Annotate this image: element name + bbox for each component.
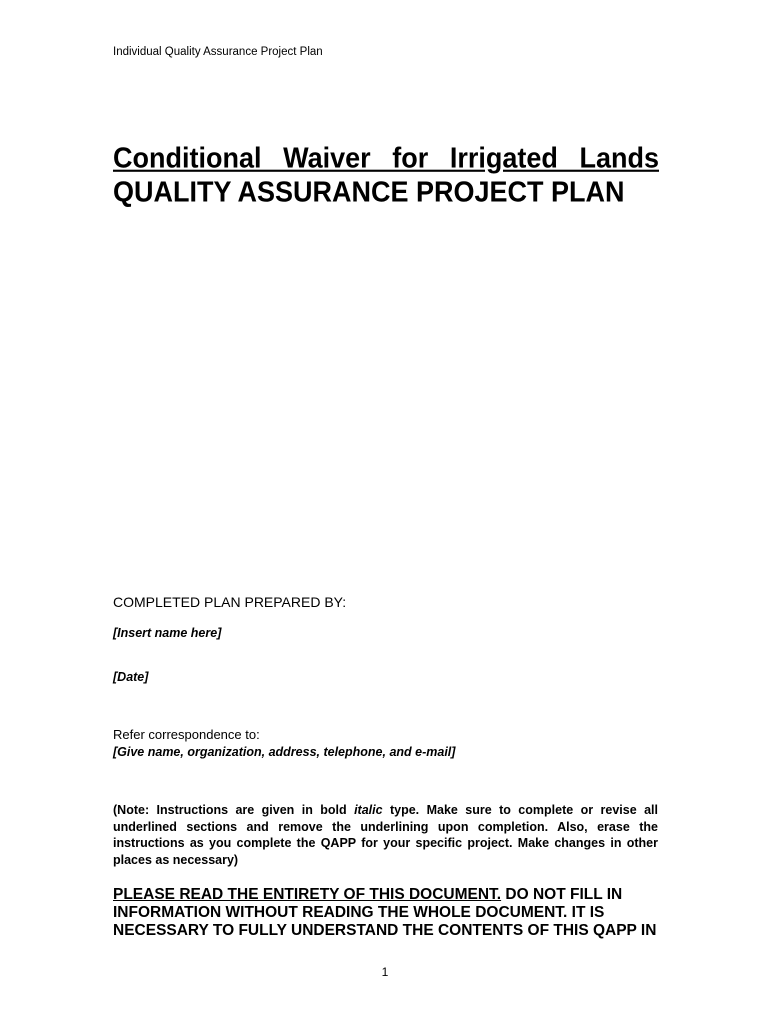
note-text-start: (Note: Instructions are given in bold — [113, 803, 355, 817]
note-italic-word: italic — [354, 803, 383, 817]
warning-rest: DO NOT FILL IN INFORMATION WITHOUT READING THE WHOLE DOCUMENT. IT IS NECESSARY TO FULLY UNDERSTAND THE CONTENTS OF THIS QAPP IN — [113, 886, 657, 939]
running-header: Individual Quality Assurance Project Plan — [113, 46, 323, 58]
correspondence-label: Refer correspondence to: — [113, 727, 260, 742]
note-text-end: type. Make sure to complete or revise all underlined sections and remove the underlining upon completion. Also, erase the instructions as you complete the QAPP for your specific project. Make changes in other places as necessary) — [113, 803, 658, 867]
warning-underlined: PLEASE READ THE ENTIRETY OF THIS DOCUMENT. — [113, 886, 502, 903]
date-placeholder: [Date] — [113, 670, 149, 684]
prepared-by-label: COMPLETED PLAN PREPARED BY: — [113, 594, 347, 610]
document-subtitle: QUALITY ASSURANCE PROJECT PLAN — [113, 176, 625, 208]
read-warning — [113, 886, 658, 940]
page-number: 1 — [381, 965, 389, 979]
instructions-note — [113, 802, 658, 868]
document-title: Conditional Waiver for Irrigated Lands — [113, 142, 659, 174]
correspondence-placeholder: [Give name, organization, address, telephone, and e-mail] — [113, 745, 456, 759]
name-placeholder: [Insert name here] — [113, 626, 222, 640]
